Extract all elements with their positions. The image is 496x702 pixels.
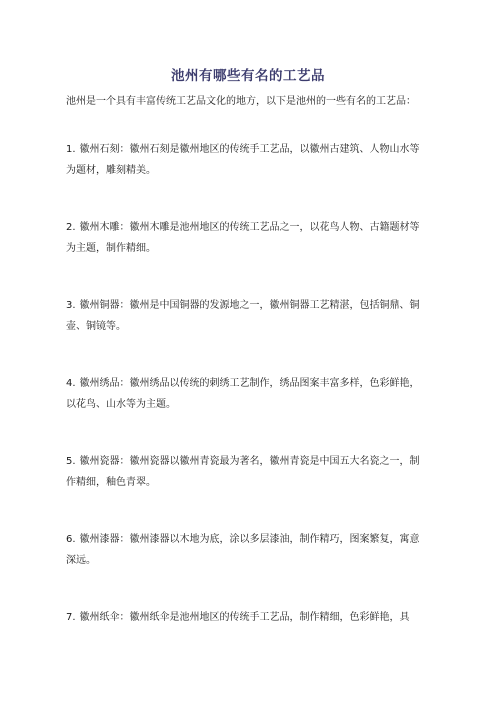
list-item-number: 1.: [66, 144, 76, 155]
list-item-text: 徽州石刻：徽州石刻是徽州地区的传统手工艺品，以徽州古建筑、人物山水等为题材，雕刻精美。: [66, 144, 420, 176]
list-item-number: 5.: [66, 456, 76, 467]
list-item-number: 2.: [66, 222, 76, 233]
list-item-text: 徽州瓷器：徽州瓷器以徽州青瓷最为著名，徽州青瓷是中国五大名瓷之一，制作精细，釉色青翠。: [66, 456, 420, 488]
list-item-text: 徽州纸伞：徽州纸伞是池州地区的传统手工艺品，制作精细，色彩鲜艳，具: [79, 612, 410, 623]
list-item-text: 徽州漆器：徽州漆器以木地为底，涂以多层漆油，制作精巧，图案繁复，寓意深远。: [66, 534, 420, 566]
list-item: [66, 217, 428, 259]
list-item: [66, 607, 428, 628]
list-item: [66, 529, 428, 571]
list-item: [66, 139, 428, 181]
list-item-text: 徽州木雕：徽州木雕是池州地区的传统工艺品之一，以花鸟人物、古籍题材等为主题，制作精细。: [66, 222, 420, 254]
list-item-number: 7.: [66, 612, 76, 623]
document-intro: 池州是一个具有丰富传统工艺品文化的地方，以下是池州的一些有名的工艺品：: [66, 96, 416, 107]
list-item: [66, 373, 428, 415]
list-item-text: 徽州绣品：徽州绣品以传统的刺绣工艺制作，绣品图案丰富多样，色彩鲜艳，以花鸟、山水等为主题。: [66, 378, 420, 410]
list-item-number: 3.: [66, 300, 76, 311]
list-item: [66, 451, 428, 493]
list-item: [66, 295, 428, 337]
document-title: 池州有哪些有名的工艺品: [171, 68, 325, 84]
list-item-text: 徽州铜器：徽州是中国铜器的发源地之一，徽州铜器工艺精湛，包括铜鼎、铜壶、铜镜等。: [66, 300, 420, 332]
list-item-number: 4.: [66, 378, 76, 389]
list-item-number: 6.: [66, 534, 76, 545]
